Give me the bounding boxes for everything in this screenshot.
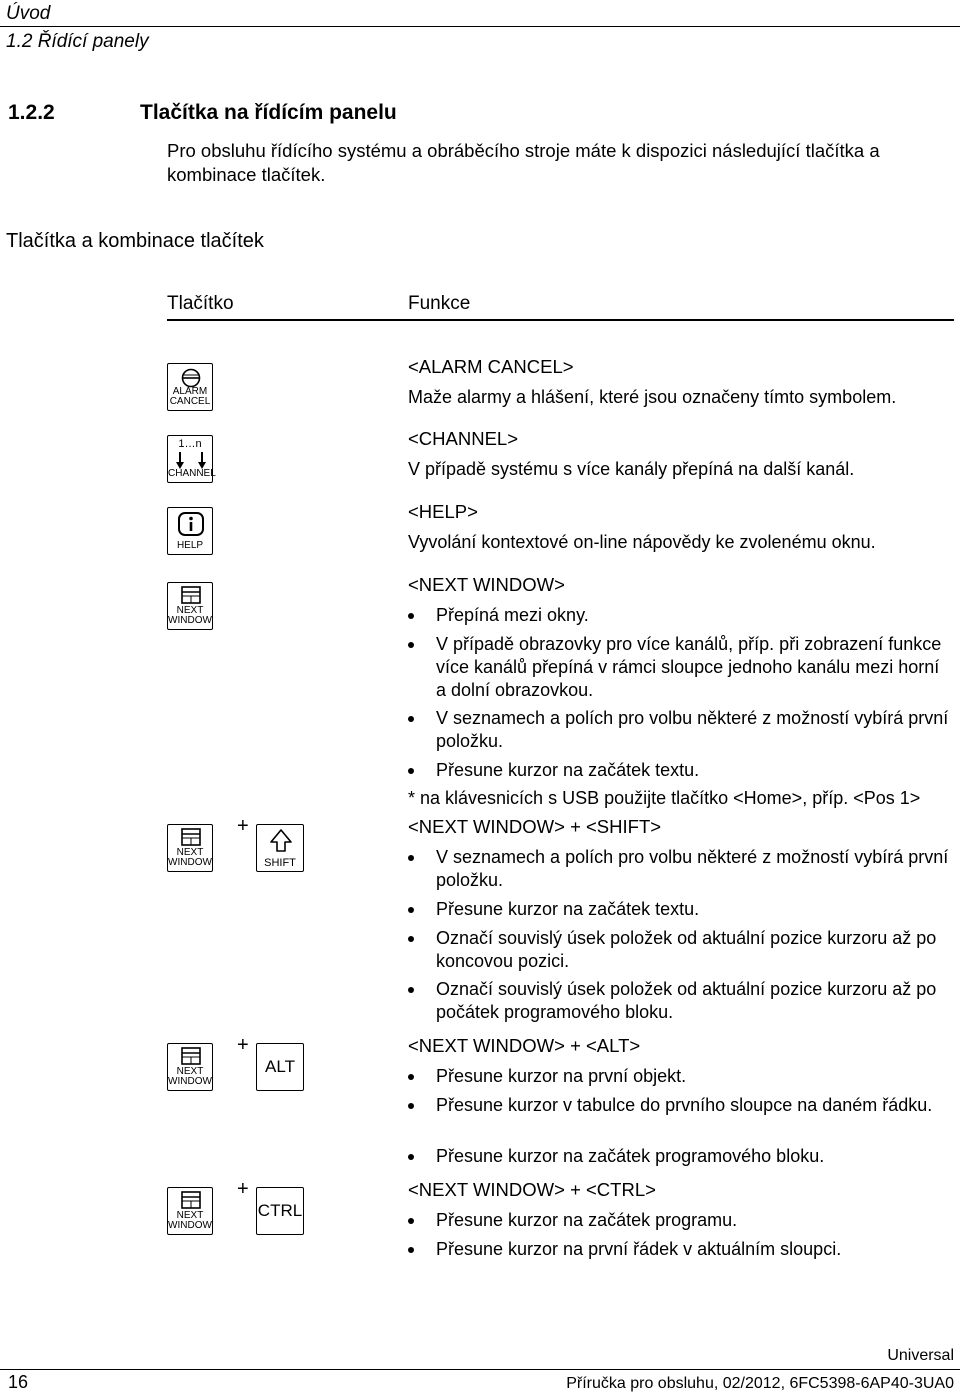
next-window-title: <NEXT WINDOW> (408, 574, 565, 595)
list-item: Přesune kurzor v tabulce do prvního sloupce na daném řádku. (408, 1094, 953, 1117)
bullet-icon (408, 613, 414, 619)
intro-paragraph: Pro obsluhu řídícího systému a obráběcího stroje máte k dispozici následující tlačítka a kombinace tlačítek. (167, 140, 880, 185)
running-header-chapter: Úvod (6, 3, 51, 24)
alarm-cancel-desc: Maže alarmy a hlášení, které jsou označeny tímto symbolem. (408, 387, 897, 407)
alarm-key-label-1: ALARM (172, 386, 208, 397)
list-item: Přesune kurzor na začátek textu. (408, 759, 953, 782)
next-window-label-2: WINDOW (168, 1220, 212, 1231)
next-window-key (167, 1187, 213, 1235)
list-item: Označí souvislý úsek položek od aktuální pozice kurzoru až po počátek programového bloku. (408, 978, 953, 1024)
list-item: Přesune kurzor na začátek textu. (408, 898, 953, 921)
ctrl-key-label: CTRL (257, 1201, 303, 1220)
plus-sign: + (237, 815, 249, 837)
channel-title: <CHANNEL> (408, 428, 519, 449)
channel-key-label: CHANNEL (168, 468, 216, 479)
next-window-alt-title: <NEXT WINDOW> + <ALT> (408, 1035, 641, 1056)
table-header-rule (167, 319, 954, 321)
section-title: Tlačítka na řídícím panelu (140, 101, 397, 124)
bullet-icon (408, 768, 414, 774)
alt-key-label: ALT (265, 1057, 295, 1076)
plus-sign: + (237, 1178, 249, 1200)
footer-manual-info: Příručka pro obsluhu, 02/2012, 6FC5398-6AP40-3UA0 (566, 1375, 954, 1392)
help-key-label: HELP (176, 540, 204, 551)
list-item: V seznamech a polích pro volbu některé z možností vybírá první položku. (408, 707, 953, 753)
usb-keyboard-note: * na klávesnicích s USB použijte tlačítko <Home>, příp. <Pos 1> (408, 788, 921, 808)
next-window-label-2: WINDOW (168, 615, 212, 626)
next-window-label-2: WINDOW (168, 857, 212, 868)
list-item: Označí souvislý úsek položek od aktuální pozice kurzoru až po koncovou pozici. (408, 927, 953, 973)
channel-desc: V případě systému s více kanály přepíná na další kanál. (408, 459, 855, 479)
bullet-icon (408, 1247, 414, 1253)
alt-key (256, 1043, 304, 1091)
next-window-key (167, 1043, 213, 1091)
bullet-icon (408, 1074, 414, 1080)
column-header-key: Tlačítko (167, 293, 234, 314)
running-header-section: 1.2 Řídící panely (6, 31, 149, 52)
page-number: 16 (8, 1372, 29, 1392)
alarm-key-label-2: CANCEL (169, 396, 211, 407)
shift-key-label: SHIFT (264, 857, 296, 869)
alarm-cancel-key (167, 363, 213, 411)
channel-key-range: 1…n (178, 438, 202, 450)
next-window-ctrl-title: <NEXT WINDOW> + <CTRL> (408, 1179, 656, 1200)
bullet-icon (408, 936, 414, 942)
list-item: V seznamech a polích pro volbu některé z možností vybírá první položku. (408, 846, 953, 892)
next-window-label-1: NEXT (176, 605, 204, 616)
header-rule (0, 26, 960, 27)
next-window-key (167, 824, 213, 872)
bullet-icon (408, 716, 414, 722)
next-window-label-2: WINDOW (168, 1076, 212, 1087)
footer-rule (0, 1369, 960, 1370)
next-window-key (167, 582, 213, 630)
bullet-icon (408, 1218, 414, 1224)
bullet-icon (408, 855, 414, 861)
help-desc: Vyvolání kontextové on-line nápovědy ke zvolenému oknu. (408, 532, 876, 552)
list-item: Přepíná mezi okny. (408, 604, 953, 627)
footer-product: Universal (887, 1347, 954, 1364)
next-window-label-1: NEXT (176, 1066, 204, 1077)
list-item: Přesune kurzor na začátek programového bloku. (408, 1145, 953, 1168)
help-title: <HELP> (408, 501, 478, 522)
table-title: Tlačítka a kombinace tlačítek (6, 230, 264, 252)
list-item: V případě obrazovky pro více kanálů, příp. při zobrazení funkce více kanálů přepíná v rámci sloupce jednoho kanálu mezi horní a dolní obrazovkou. (408, 633, 953, 702)
list-item: Přesune kurzor na první řádek v aktuálním sloupci. (408, 1238, 953, 1261)
next-window-label-1: NEXT (176, 847, 204, 858)
alarm-cancel-title: <ALARM CANCEL> (408, 356, 574, 377)
plus-sign: + (237, 1034, 249, 1056)
ctrl-key (256, 1187, 304, 1235)
section-number: 1.2.2 (8, 101, 55, 124)
list-item: Přesune kurzor na začátek programu. (408, 1209, 953, 1232)
shift-key (256, 824, 304, 872)
bullet-icon (408, 1154, 414, 1160)
bullet-icon (408, 642, 414, 648)
next-window-shift-title: <NEXT WINDOW> + <SHIFT> (408, 816, 662, 837)
channel-key (167, 435, 216, 483)
list-item: Přesune kurzor na první objekt. (408, 1065, 953, 1088)
bullet-icon (408, 987, 414, 993)
bullet-icon (408, 1103, 414, 1109)
column-header-function: Funkce (408, 293, 471, 314)
next-window-label-1: NEXT (176, 1210, 204, 1221)
help-key (167, 507, 213, 555)
bullet-icon (408, 907, 414, 913)
